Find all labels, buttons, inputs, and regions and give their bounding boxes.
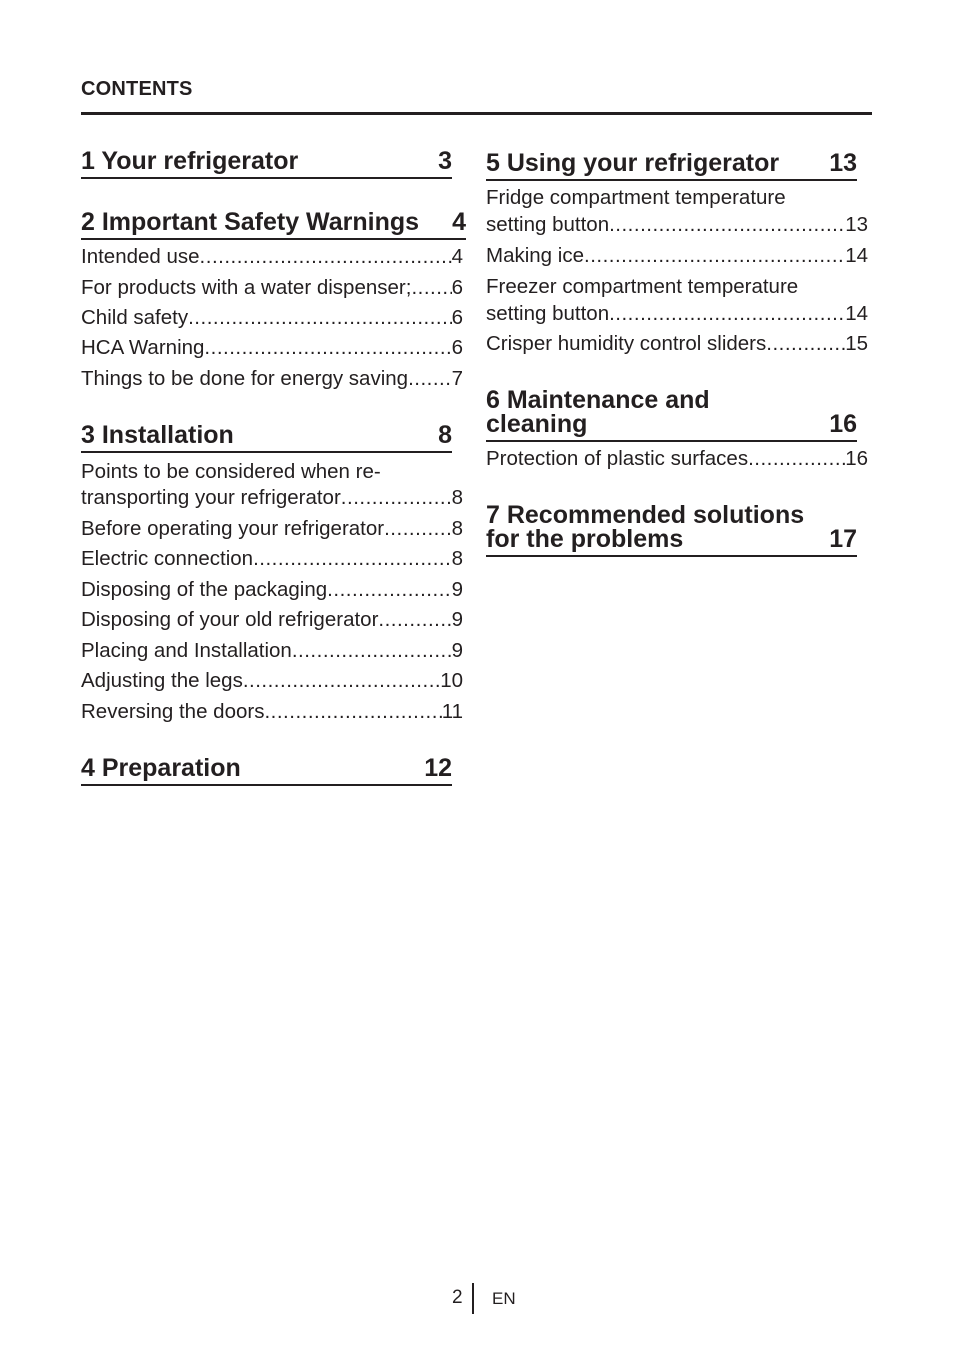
entry-label-line: Freezer compartment temperature xyxy=(486,275,799,298)
toc-entry[interactable] xyxy=(81,336,463,360)
entry-label: Protection of plastic surfaces xyxy=(486,447,749,470)
toc-entry[interactable] xyxy=(81,367,463,391)
toc-heading-installation[interactable] xyxy=(81,423,452,453)
dot-leader xyxy=(584,244,845,268)
entry-label: HCA Warning xyxy=(81,336,205,359)
toc-entry[interactable] xyxy=(81,639,463,663)
heading-title-line2: cleaning xyxy=(486,410,588,438)
entry-label: Child safety xyxy=(81,306,189,329)
entry-page: 4 xyxy=(451,245,463,268)
toc-entry[interactable] xyxy=(486,447,868,471)
entry-label: Before operating your refrigerator xyxy=(81,517,385,540)
toc-entry[interactable] xyxy=(81,245,463,269)
heading-title-line1: 7 Recommended solutions xyxy=(486,501,805,529)
toc-entry[interactable] xyxy=(81,517,463,541)
toc-entry[interactable] xyxy=(81,700,463,724)
entry-label: setting button xyxy=(486,213,610,236)
heading-page: 3 xyxy=(438,147,452,175)
toc-entry[interactable] xyxy=(486,213,868,237)
dot-leader xyxy=(341,486,452,510)
toc-entry[interactable] xyxy=(486,244,868,268)
entry-page: 10 xyxy=(440,669,463,692)
dot-leader xyxy=(378,608,451,632)
entry-label: Placing and Installation xyxy=(81,639,292,662)
toc-entry[interactable] xyxy=(81,486,463,510)
entry-page: 14 xyxy=(845,244,868,267)
dot-leader xyxy=(292,639,452,663)
dot-leader xyxy=(384,517,451,541)
toc-heading-maintenance-and-cleaning[interactable] xyxy=(486,388,857,442)
toc-entry[interactable] xyxy=(81,608,463,632)
heading-title-line2: for the problems xyxy=(486,525,684,553)
entry-page: 8 xyxy=(451,486,463,509)
entry-page: 13 xyxy=(845,213,868,236)
heading-page: 13 xyxy=(829,149,857,177)
entry-label: setting button xyxy=(486,302,610,325)
entry-label: Intended use xyxy=(81,245,200,268)
entry-page: 7 xyxy=(451,367,463,390)
dot-leader xyxy=(408,367,452,391)
entry-label-line: Points to be considered when re- xyxy=(81,460,381,483)
entry-page: 16 xyxy=(845,447,868,470)
toc-heading-preparation[interactable] xyxy=(81,756,452,786)
dot-leader xyxy=(243,669,440,693)
entry-label: Disposing of the packaging xyxy=(81,578,328,601)
entry-label-line: Fridge compartment temperature xyxy=(486,186,786,209)
entry-page: 9 xyxy=(451,608,463,631)
entry-page: 8 xyxy=(451,547,463,570)
entry-label: transporting your refrigerator xyxy=(81,486,341,509)
toc-entry[interactable] xyxy=(81,547,463,571)
entry-label: Electric connection xyxy=(81,547,254,570)
toc-heading-using-your-refrigerator[interactable] xyxy=(486,151,857,181)
heading-title: 2 Important Safety Warnings xyxy=(81,208,420,236)
entry-page: 14 xyxy=(845,302,868,325)
heading-title-line1: 6 Maintenance and xyxy=(486,386,710,414)
entry-page: 6 xyxy=(451,276,463,299)
dot-leader xyxy=(411,276,451,300)
dot-leader xyxy=(188,306,451,330)
footer-divider xyxy=(472,1283,474,1314)
toc-heading-important-safety-warnings[interactable] xyxy=(81,210,466,240)
toc-entry[interactable] xyxy=(81,669,463,693)
toc-heading-recommended-solutions[interactable] xyxy=(486,503,857,557)
language-code: EN xyxy=(492,1289,516,1308)
entry-page: 6 xyxy=(451,336,463,359)
entry-page: 6 xyxy=(451,306,463,329)
heading-page: 17 xyxy=(829,525,857,553)
toc-entry[interactable] xyxy=(486,302,868,326)
heading-page: 8 xyxy=(438,421,452,449)
header-rule xyxy=(81,112,872,115)
dot-leader xyxy=(204,336,451,360)
heading-page: 12 xyxy=(424,754,452,782)
toc-entry[interactable] xyxy=(81,306,463,330)
entry-label: Disposing of your old refrigerator xyxy=(81,608,379,631)
entry-page: 9 xyxy=(451,578,463,601)
entry-label: Reversing the doors xyxy=(81,700,265,723)
entry-page: 15 xyxy=(845,332,868,355)
heading-title: 1 Your refrigerator xyxy=(81,147,299,175)
heading-title: 5 Using your refrigerator xyxy=(486,149,780,177)
dot-leader xyxy=(609,302,845,326)
dot-leader xyxy=(609,213,845,237)
dot-leader xyxy=(748,447,845,471)
dot-leader xyxy=(264,700,441,724)
entry-label: Making ice xyxy=(486,244,584,267)
dot-leader xyxy=(253,547,452,571)
entry-label: Adjusting the legs xyxy=(81,669,243,692)
toc-entry[interactable] xyxy=(81,276,463,300)
heading-title: 4 Preparation xyxy=(81,754,241,782)
entry-label: For products with a water dispenser; xyxy=(81,276,412,299)
dot-leader xyxy=(327,578,451,602)
entry-page: 8 xyxy=(451,517,463,540)
toc-heading-your-refrigerator[interactable] xyxy=(81,149,452,179)
heading-page: 16 xyxy=(829,410,857,438)
toc-entry[interactable] xyxy=(486,332,868,356)
entry-label: Things to be done for energy saving xyxy=(81,367,409,390)
dot-leader xyxy=(200,245,452,269)
dot-leader xyxy=(766,332,845,356)
page-number: 2 xyxy=(452,1287,463,1308)
heading-title: 3 Installation xyxy=(81,421,234,449)
page-title: CONTENTS xyxy=(81,78,193,100)
toc-entry[interactable] xyxy=(81,578,463,602)
entry-page: 11 xyxy=(441,700,463,723)
entry-label: Crisper humidity control sliders xyxy=(486,332,767,355)
heading-page: 4 xyxy=(452,208,466,236)
entry-page: 9 xyxy=(451,639,463,662)
